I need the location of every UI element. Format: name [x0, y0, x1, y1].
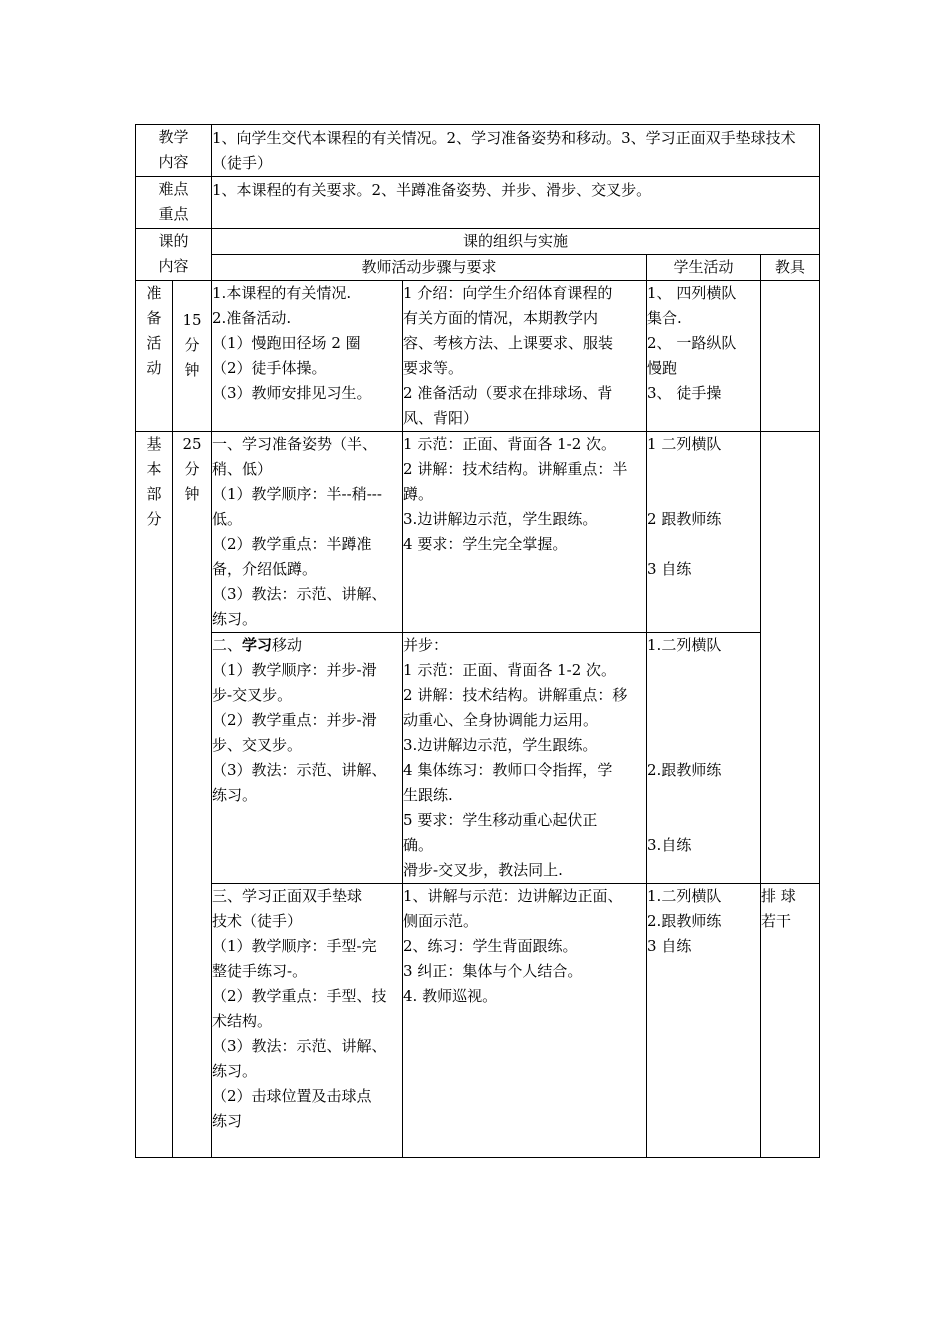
- content-text: 1、向学生交代本课程的有关情况。2、学习准备姿势和移动。3、学习正面双手垫球技术（徒手）: [212, 125, 820, 177]
- basic-phase-label: 基 本 部 分: [136, 432, 173, 1158]
- prep-teacher-cell: 1 介绍：向学生介绍体育课程的 有关方面的情况，本期教学内 容、考核方法、上课要求、服装 要求等。 2 准备活动（要求在排球场、背 风、背阳）: [403, 281, 647, 432]
- equipment-header: 教具: [761, 255, 820, 281]
- keypoints-text: 1、本课程的有关要求。2、半蹲准备姿势、并步、滑步、交叉步。: [212, 177, 820, 229]
- basic-student-cell-1: 1 二列横队 2 跟教师练 3 自练: [647, 432, 761, 633]
- lesson-content-label: 课的 内容: [136, 229, 212, 281]
- prep-time-label: 15 分 钟: [173, 281, 212, 432]
- org-title: 课的组织与实施: [212, 229, 820, 255]
- basic-teacher-cell-2: 并步： 1 示范：正面、背面各 1-2 次。 2 讲解：技术结构。讲解重点：移 动重心、全身协调能力运用。 3.边讲解边示范，学生跟练。 4 集体练习：教师口令指挥，学 生跟练. 5 要求：学生移动重心起伏正 确。 滑步-交叉步，教法同上.: [403, 633, 647, 884]
- basic-content-cell-2: 二、学习移动 （1）教学顺序：并步-滑 步-交叉步。 （2）教学重点：并步-滑 步、交叉步。 （3）教法：示范、讲解、 练习。: [212, 633, 403, 884]
- basic-student-cell-3: 1.二列横队 2.跟教师练 3 自练: [647, 884, 761, 1158]
- keypoints-label: 难点 重点: [136, 177, 212, 229]
- student-activity-header: 学生活动: [647, 255, 761, 281]
- basic-teacher-cell-3: 1、讲解与示范：边讲解边正面、 侧面示范。 2、练习：学生背面跟练。 3 纠正：集体与个人结合。 4. 教师巡视。: [403, 884, 647, 1158]
- prep-content-cell: 1.本课程的有关情况. 2.准备活动. （1）慢跑田径场 2 圈 （2）徒手体操。 （3）教师安排见习生。: [212, 281, 403, 432]
- teacher-activity-header: 教师活动步骤与要求: [212, 255, 647, 281]
- prep-student-cell: 1、 四列横队 集合. 2、 一路纵队 慢跑 3、 徒手操: [647, 281, 761, 432]
- prep-equipment-cell: [761, 281, 820, 432]
- basic-content-cell-3: 三、学习正面双手垫球 技术（徒手） （1）教学顺序：手型-完 整徒手练习-。 （2）教学重点：手型、技 术结构。 （3）教法：示范、讲解、 练习。 （2）击球位置及击球点 练习: [212, 884, 403, 1158]
- prep-phase-label: 准 备 活 动: [136, 281, 173, 432]
- lesson-plan-table: [135, 124, 820, 1158]
- basic-content-cell-1: 一、学习准备姿势（半、 稍、低） （1）教学顺序：半--稍--- 低。 （2）教学重点：半蹲准 备，介绍低蹲。 （3）教法：示范、讲解、 练习。: [212, 432, 403, 633]
- basic-student-cell-2: 1.二列横队 2.跟教师练 3.自练: [647, 633, 761, 884]
- content-label: 教学 内容: [136, 125, 212, 177]
- basic-equipment-cell-1: [761, 432, 820, 884]
- basic-equipment-cell-3: 排 球 若干: [761, 884, 820, 1158]
- basic-teacher-cell-1: 1 示范：正面、背面各 1-2 次。 2 讲解：技术结构。讲解重点：半 蹲。 3.边讲解边示范，学生跟练。 4 要求：学生完全掌握。: [403, 432, 647, 633]
- basic-time-label: 25 分 钟: [173, 432, 212, 1158]
